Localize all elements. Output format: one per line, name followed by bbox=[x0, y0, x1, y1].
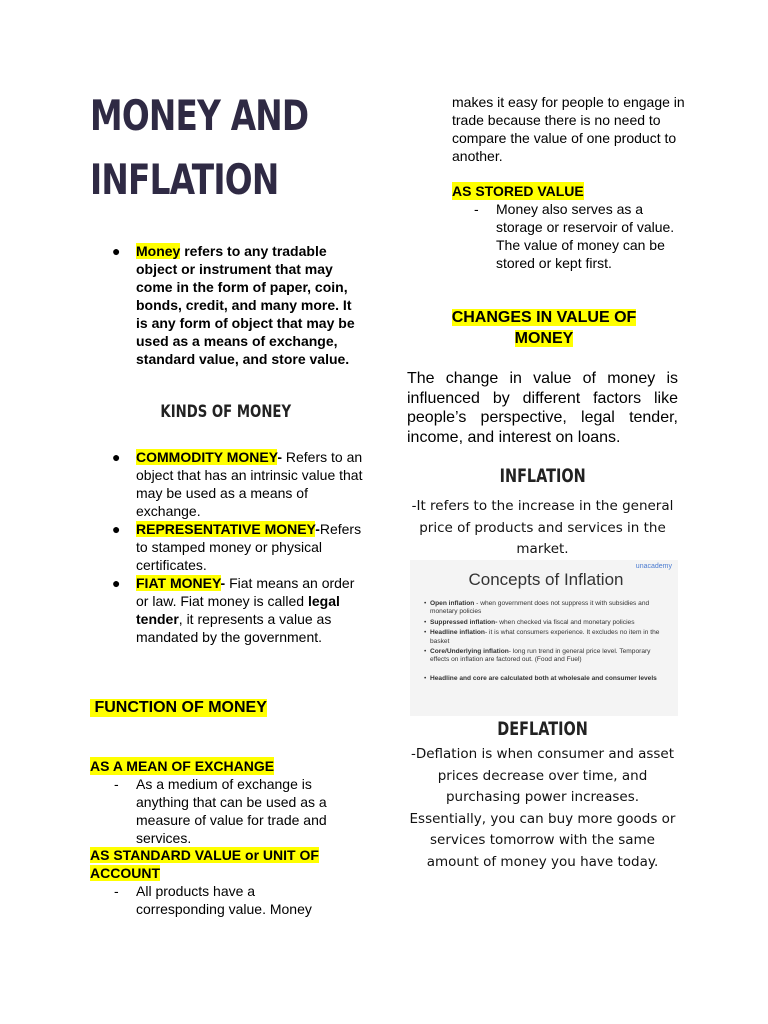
standard-value-text: All products have a corresponding value. Money bbox=[136, 883, 312, 917]
dash-marker: - bbox=[114, 776, 119, 792]
fiat-money-term: FIAT MONEY bbox=[136, 575, 221, 591]
inflation-text: -It refers to the increase in the general price of products and services in the market. bbox=[411, 498, 674, 557]
standard-value-heading bbox=[90, 846, 350, 882]
slide-item-text: - long run trend in general price level. Temporary effects on inflation are factored out. (Food and Fuel) bbox=[430, 648, 651, 664]
kinds-of-money-list bbox=[112, 448, 364, 646]
dash-marker: - bbox=[114, 883, 119, 899]
function-of-money-heading: FUNCTION OF MONEY bbox=[90, 699, 267, 716]
unacademy-logo: unacademy bbox=[635, 563, 672, 570]
title-line-1: MONEY AND bbox=[90, 91, 309, 140]
money-definition bbox=[112, 242, 362, 368]
commodity-money-term: COMMODITY MONEY bbox=[136, 449, 278, 465]
changes-heading-line-2: MONEY bbox=[514, 330, 574, 347]
list-item bbox=[424, 648, 668, 665]
slide-item-term: Core/Underlying inflation bbox=[430, 648, 509, 656]
inflation-heading-text: INFLATION bbox=[499, 465, 586, 487]
list-item bbox=[114, 775, 344, 847]
legal-tender-term: legal tender bbox=[136, 593, 340, 627]
representative-money-text: Refers to stamped money or physical certificates. bbox=[136, 521, 362, 573]
representative-money-term: REPRESENTATIVE MONEY bbox=[136, 521, 316, 537]
title-line-2: INFLATION bbox=[90, 155, 279, 204]
dash-marker: - bbox=[474, 201, 479, 217]
list-item bbox=[112, 448, 364, 520]
page-title bbox=[90, 84, 324, 212]
list-item bbox=[424, 629, 668, 646]
concepts-of-inflation-image bbox=[410, 560, 678, 716]
exchange-text: As a medium of exchange is anything that can be used as a measure of value for trade and services. bbox=[136, 776, 327, 846]
list-item bbox=[424, 600, 668, 617]
fiat-money-text-1: Fiat means an order or law. Fiat money is called bbox=[136, 575, 355, 609]
list-item bbox=[112, 520, 364, 574]
commodity-money-text: Refers to an object that has an intrinsic value that may be used as a means of exchange. bbox=[136, 449, 363, 519]
bullet-icon: ● bbox=[112, 243, 121, 259]
standard-value-body bbox=[114, 882, 344, 918]
slide-item-term: Suppressed inflation- bbox=[430, 618, 498, 626]
definition-bullet-row bbox=[112, 242, 362, 368]
fiat-money-text-2: , it represents a value as mandated by the government. bbox=[136, 611, 332, 645]
slide-item-term: Headline and core are calculated both at wholesale and consumer levels bbox=[430, 674, 657, 682]
bullet-icon: ● bbox=[112, 449, 121, 465]
slide-item-text: - it is what consumers experience. It excludes no item in the basket bbox=[430, 629, 660, 645]
standard-value-continued: makes it easy for people to engage in trade because there is no need to compare the value of one product to another. bbox=[452, 94, 685, 164]
deflation-heading-text: DEFLATION bbox=[497, 718, 588, 740]
changes-in-value-text: The change in value of money is influenced by different factors like people’s perspective, legal tender, income, and interest on loans. bbox=[407, 370, 678, 446]
list-item bbox=[112, 574, 364, 646]
deflation-text: -Deflation is when consumer and asset prices decrease over time, and purchasing power increases. Essentially, you can buy more goods or services tomorrow with the same amount of money you have today. bbox=[409, 746, 676, 870]
bullet-icon: ● bbox=[112, 521, 121, 537]
slide-list bbox=[424, 600, 668, 683]
list-item bbox=[424, 619, 668, 627]
deflation-heading bbox=[407, 718, 678, 740]
term-separator: - bbox=[315, 521, 320, 537]
kinds-of-money-heading-text: KINDS OF MONEY bbox=[160, 402, 292, 422]
list-item bbox=[424, 675, 668, 683]
changes-heading-line-1: CHANGES IN VALUE OF bbox=[451, 309, 637, 326]
slide-item-text: when checked via fiscal and monetary policies bbox=[497, 618, 635, 626]
kinds-of-money-heading bbox=[0, 402, 452, 422]
slide-item-text: - when government does not suppress it with subsidies and monetary policies bbox=[430, 600, 650, 616]
changes-in-value-heading bbox=[408, 307, 680, 349]
slide-item-term: Headline inflation bbox=[430, 629, 485, 637]
term-separator: - bbox=[277, 449, 282, 465]
stored-value-body bbox=[474, 200, 682, 272]
term-separator: - bbox=[220, 575, 226, 591]
stored-value-heading: AS STORED VALUE bbox=[452, 183, 584, 199]
stored-value-text: Money also serves as a storage or reservoir of value. The value of money can be stored or kept first. bbox=[496, 201, 675, 271]
money-definition-text: refers to any tradable object or instrument that may come in the form of paper, coin, bonds, credit, and many more. It is any form of object that may be used as a means of exchange, standard value, and store value. bbox=[136, 243, 355, 367]
standard-value-heading-text: AS STANDARD VALUE or UNIT OF ACCOUNT bbox=[90, 847, 319, 881]
slide-title: Concepts of Inflation bbox=[468, 570, 624, 589]
list-item bbox=[474, 200, 682, 272]
bullet-icon: ● bbox=[112, 575, 121, 591]
slide-item-term: Open inflation bbox=[430, 600, 475, 607]
exchange-heading: AS A MEAN OF EXCHANGE bbox=[90, 758, 275, 774]
inflation-heading bbox=[407, 465, 678, 487]
exchange-body bbox=[114, 775, 344, 847]
list-item bbox=[114, 882, 344, 918]
money-term: Money bbox=[136, 243, 181, 259]
